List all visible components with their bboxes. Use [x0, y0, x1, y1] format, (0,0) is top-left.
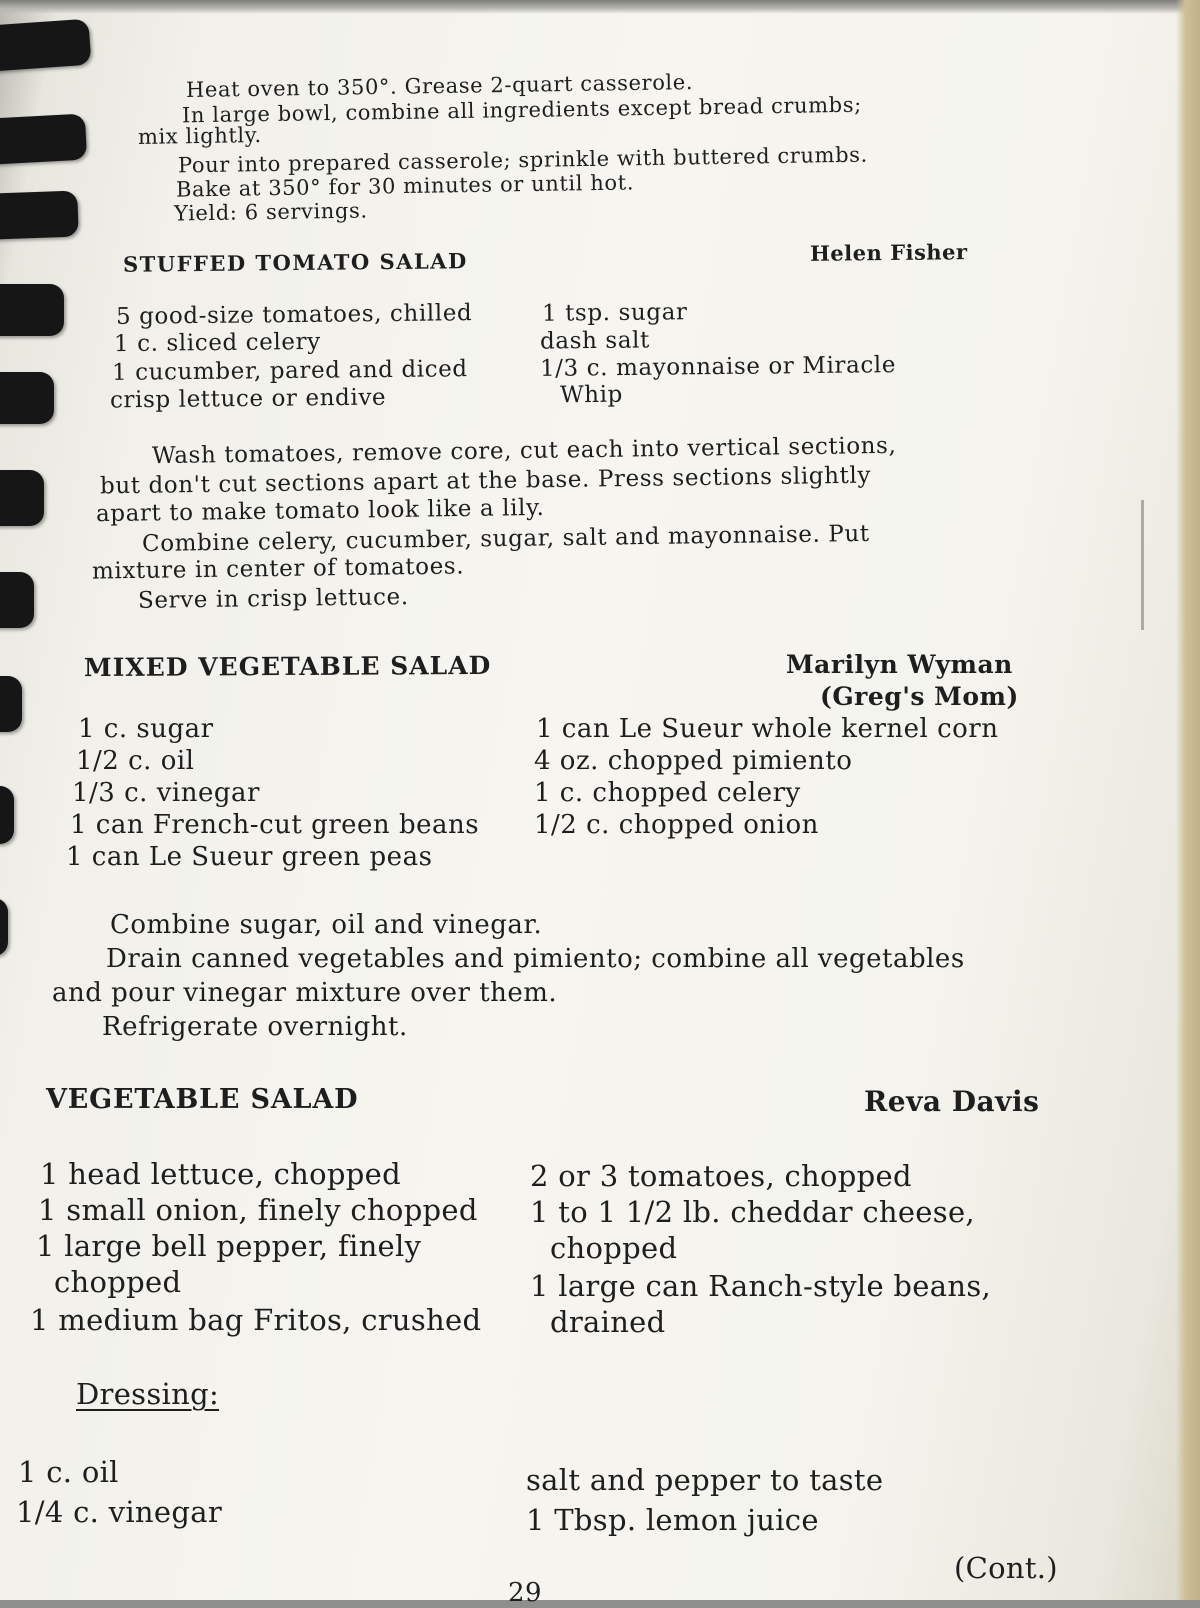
intro-line: Yield: 6 servings. [173, 198, 368, 226]
ingredient-item: 4 oz. chopped pimiento [534, 746, 853, 776]
ingredient-item: 1 small onion, finely chopped [38, 1193, 478, 1227]
ingredient-item: 1 c. chopped celery [534, 778, 801, 808]
ingredient-item: 1 can Le Sueur green peas [66, 842, 433, 872]
direction-line: Drain canned vegetables and pimiento; combine all vegetables [106, 944, 965, 974]
direction-line: apart to make tomato look like a lily. [95, 494, 545, 528]
ingredient-item: 1/2 c. oil [76, 746, 195, 776]
ingredient-item: drained [550, 1305, 666, 1339]
direction-line: and pour vinegar mixture over them. [52, 978, 558, 1008]
dressing-heading: Dressing: [76, 1377, 220, 1411]
ingredient-item: 1 to 1 1/2 lb. cheddar cheese, [530, 1195, 975, 1229]
ingredient-item: 1 c. sugar [78, 714, 214, 744]
ingredient-item: 1 c. sliced celery [113, 328, 321, 358]
recipe-author-note: (Greg's Mom) [820, 682, 1019, 711]
recipe-title: VEGETABLE SALAD [46, 1084, 359, 1115]
recipe-author: Reva Davis [864, 1085, 1040, 1118]
ingredient-item: 1/3 c. vinegar [72, 778, 260, 808]
ingredient-item: 1/2 c. chopped onion [534, 810, 819, 840]
ingredient-item: 1 large can Ranch-style beans, [530, 1269, 992, 1303]
ingredient-item: 1 tsp. sugar [541, 299, 688, 327]
intro-line: Bake at 350° for 30 minutes or until hot. [175, 170, 635, 202]
ingredient-item: chopped [54, 1265, 182, 1299]
intro-line: In large bowl, combine all ingredients except bread crumbs; [181, 92, 862, 128]
recipe-title: MIXED VEGETABLE SALAD [83, 650, 492, 683]
ingredient-item: Whip [559, 381, 624, 409]
direction-line: Refrigerate overnight. [102, 1012, 408, 1042]
ingredient-item: 2 or 3 tomatoes, chopped [530, 1159, 912, 1193]
recipe-title: STUFFED TOMATO SALAD [122, 248, 468, 277]
direction-line: Combine sugar, oil and vinegar. [110, 910, 543, 940]
ingredient-item: 1 medium bag Fritos, crushed [30, 1303, 482, 1337]
direction-line: Wash tomatoes, remove core, cut each into vertical sections, [151, 432, 897, 470]
intro-line: Pour into prepared casserole; sprinkle with buttered crumbs. [177, 142, 868, 178]
ingredient-item: 1 head lettuce, chopped [40, 1157, 401, 1191]
ingredient-item: 1 can French-cut green beans [70, 810, 480, 840]
ingredient-item: 1 can Le Sueur whole kernel corn [536, 714, 999, 744]
dressing-item: 1 Tbsp. lemon juice [526, 1503, 819, 1537]
intro-line: Heat oven to 350°. Grease 2-quart casserole. [185, 70, 694, 102]
ingredient-item: chopped [550, 1231, 678, 1265]
intro-line: mix lightly. [137, 123, 262, 149]
ingredient-item: 1 large bell pepper, finely [36, 1229, 422, 1263]
direction-line: but don't cut sections apart at the base. Press sections slightly [99, 462, 872, 500]
ingredient-item: 1 cucumber, pared and diced [111, 356, 468, 386]
dressing-item: salt and pepper to taste [526, 1463, 884, 1497]
direction-line: Serve in crisp lettuce. [137, 584, 409, 614]
dressing-item: 1/4 c. vinegar [16, 1495, 222, 1529]
recipe-author: Helen Fisher [809, 239, 968, 266]
ingredient-item: crisp lettuce or endive [109, 384, 387, 414]
direction-line: mixture in center of tomatoes. [91, 553, 465, 585]
ingredient-item: dash salt [539, 327, 651, 355]
recipe-author: Marilyn Wyman [786, 650, 1013, 679]
page-number: 29 [508, 1578, 543, 1608]
ingredient-item: 5 good-size tomatoes, chilled [115, 300, 473, 330]
ingredient-item: 1/3 c. mayonnaise or Miracle [539, 352, 897, 382]
continued-note: (Cont.) [954, 1551, 1058, 1585]
direction-line: Combine celery, cucumber, sugar, salt and mayonnaise. Put [141, 520, 870, 558]
dressing-item: 1 c. oil [18, 1455, 119, 1489]
